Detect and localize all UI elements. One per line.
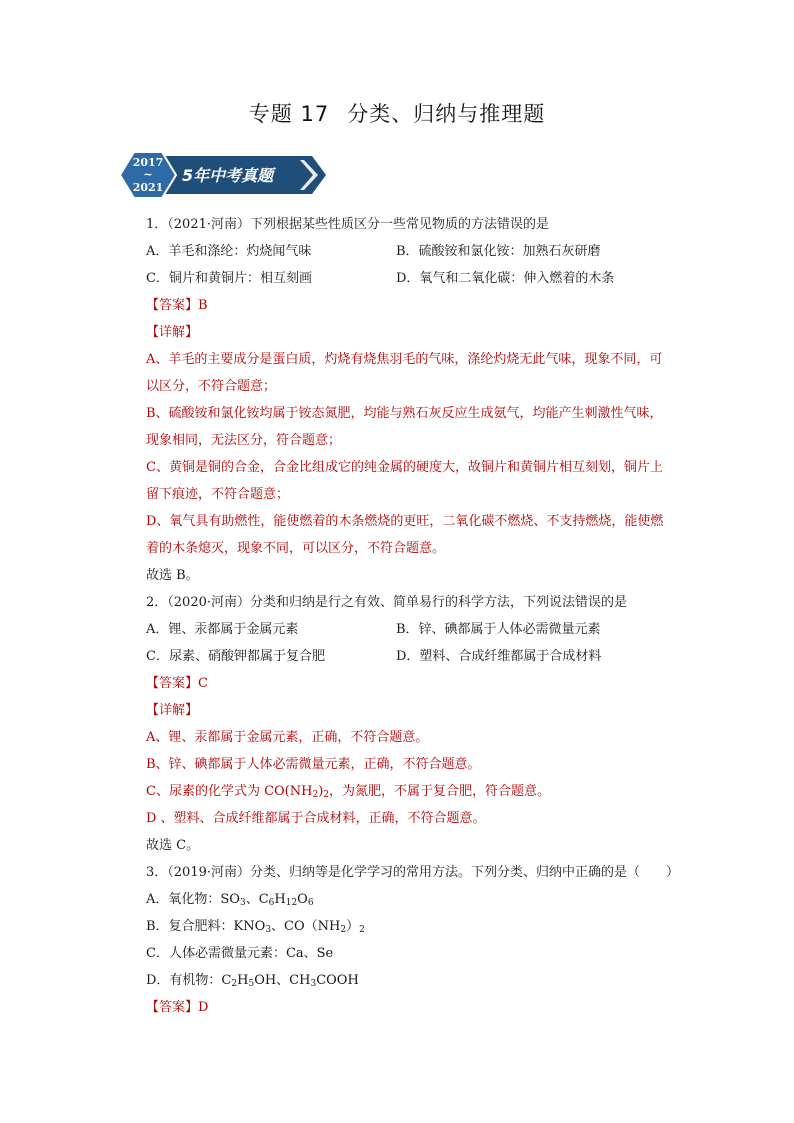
q3-d-pre: D．有机物：C — [146, 973, 232, 988]
q1-answer: 【答案】B — [146, 298, 208, 313]
banner-year-top: 2017 — [132, 156, 164, 169]
years-banner — [120, 150, 330, 200]
q2-explanation-c — [146, 783, 686, 810]
q1-explanation-c-1: C、黄铜是铜的合金，合金比组成它的纯金属的硬度大，故铜片和黄铜片相互刻划，铜片上 — [146, 460, 663, 475]
q1-explanation-a-2: 以区分，不符合题意； — [146, 379, 277, 394]
q2-conclusion: 故选 C。 — [146, 838, 200, 853]
q1-options-ab — [146, 243, 686, 270]
q3-d-s3: 3 — [310, 979, 317, 989]
q2-e3-sub2: 2 — [323, 790, 330, 800]
page-title — [0, 98, 794, 128]
q1-explanation-b-1: B、硫酸铵和氯化铵均属于铵态氮肥，均能与熟石灰反应生成氨气，均能产生刺激性气味， — [146, 406, 663, 421]
q1-detail-heading: 【详解】 — [146, 325, 199, 340]
q3-a-s3: 12 — [285, 898, 298, 908]
q3-option-c: C．人体必需微量元素：Ca、Se — [146, 946, 334, 961]
q3-a-h: H — [274, 892, 286, 907]
title-number: 专题 17 — [248, 102, 330, 126]
q1-explanation-a-1: A、羊毛的主要成分是蛋白质，灼烧有烧焦羽毛的气味，涤纶灼烧无此气味，现象不同，可 — [146, 352, 663, 367]
q2-option-c: C．尿素、硝酸钾都属于复合肥 — [146, 649, 325, 664]
q3-option-b — [146, 918, 686, 945]
q2-answer: 【答案】C — [146, 676, 208, 691]
q2-explanation-d: D 、塑料、合成纤维都属于合成材料，正确，不符合题意。 — [146, 811, 486, 826]
q1-stem: 1．（2021·河南）下列根据某些性质区分一些常见物质的方法错误的是 — [146, 217, 549, 232]
q3-b-s2: 2 — [340, 925, 347, 935]
q3-option-a — [146, 891, 686, 918]
q1-option-b: B．硫酸铵和氯化铵：加熟石灰研磨 — [396, 244, 601, 259]
q2-option-b: B．锌、碘都属于人体必需微量元素 — [396, 622, 601, 637]
q2-options-cd — [146, 648, 686, 675]
q3-d-m2: OH、CH — [254, 973, 311, 988]
q3-answer: 【答案】D — [146, 1000, 209, 1015]
q2-explanation-b: B、锌、碘都属于人体必需微量元素，正确，不符合题意。 — [146, 757, 481, 772]
q2-option-d: D．塑料、合成纤维都属于合成材料 — [396, 649, 602, 664]
q3-d-m1: H — [237, 973, 249, 988]
q3-b-s3: 2 — [359, 925, 365, 935]
q1-explanation-b-2: 现象相同，无法区分，符合题意； — [146, 433, 342, 448]
q2-e3-mid: ) — [318, 784, 324, 799]
title-text: 分类、归纳与推理题 — [347, 102, 546, 126]
q3-stem: 3．（2019·河南）分类、归纳等是化学学习的常用方法。下列分类、归纳中正确的是（ ） — [146, 865, 679, 880]
q3-a-s4: 6 — [307, 898, 314, 908]
q1-option-a: A．羊毛和涤纶：灼烧闻气味 — [146, 244, 312, 259]
q3-a-o: O — [297, 892, 308, 907]
q1-option-d: D．氧气和二氧化碳：伸入燃着的木条 — [396, 271, 615, 286]
q2-e3-post: ，为氮肥，不属于复合肥，符合题意。 — [329, 784, 551, 799]
banner-year-bottom: 2021 — [132, 181, 164, 194]
q3-b-s1: 3 — [265, 925, 272, 935]
q2-option-a: A．锂、汞都属于金属元素 — [146, 622, 299, 637]
q3-d-s1: 2 — [231, 979, 238, 989]
q1-option-c: C．铜片和黄铜片：相互刻画 — [146, 271, 312, 286]
q3-b-post: ） — [346, 919, 360, 934]
q3-d-s2: 5 — [248, 979, 255, 989]
q2-explanation-a: A、锂、汞都属于金属元素，正确，不符合题意。 — [146, 730, 429, 745]
q3-a-s1: 3 — [239, 898, 246, 908]
q2-e3-pre: C、尿素的化学式为 CO(NH — [146, 784, 313, 799]
q2-e3-sub: 2 — [312, 790, 319, 800]
q3-d-m3: COOH — [316, 973, 359, 988]
question-content — [146, 216, 686, 1026]
q1-explanation-d-2: 着的木条熄灭，现象不同，可以区分，不符合题意。 — [146, 541, 446, 556]
q3-a-mid: 、C — [245, 892, 269, 907]
q2-detail-heading: 【详解】 — [146, 703, 199, 718]
q3-option-d — [146, 972, 686, 999]
q1-explanation-d-1: D、氧气具有助燃性，能使燃着的木条燃烧的更旺，二氧化碳不燃烧、不支持燃烧，能使燃 — [146, 514, 664, 529]
banner-year-tilde: ~ — [143, 168, 153, 181]
q3-b-mid: 、CO（NH — [271, 919, 341, 934]
q1-conclusion: 故选 B。 — [146, 568, 199, 583]
banner-label: 5年中考真题 — [182, 166, 274, 185]
q2-stem: 2．（2020·河南）分类和归纳是行之有效、简单易行的科学方法，下列说法错误的是 — [146, 595, 627, 610]
q3-a-s2: 6 — [268, 898, 275, 908]
q1-explanation-c-2: 留下痕迹，不符合题意； — [146, 487, 290, 502]
q1-options-cd — [146, 270, 686, 297]
q3-a-pre: A．氧化物：SO — [146, 892, 240, 907]
q3-b-pre: B．复合肥料：KNO — [146, 919, 266, 934]
q2-options-ab — [146, 621, 686, 648]
